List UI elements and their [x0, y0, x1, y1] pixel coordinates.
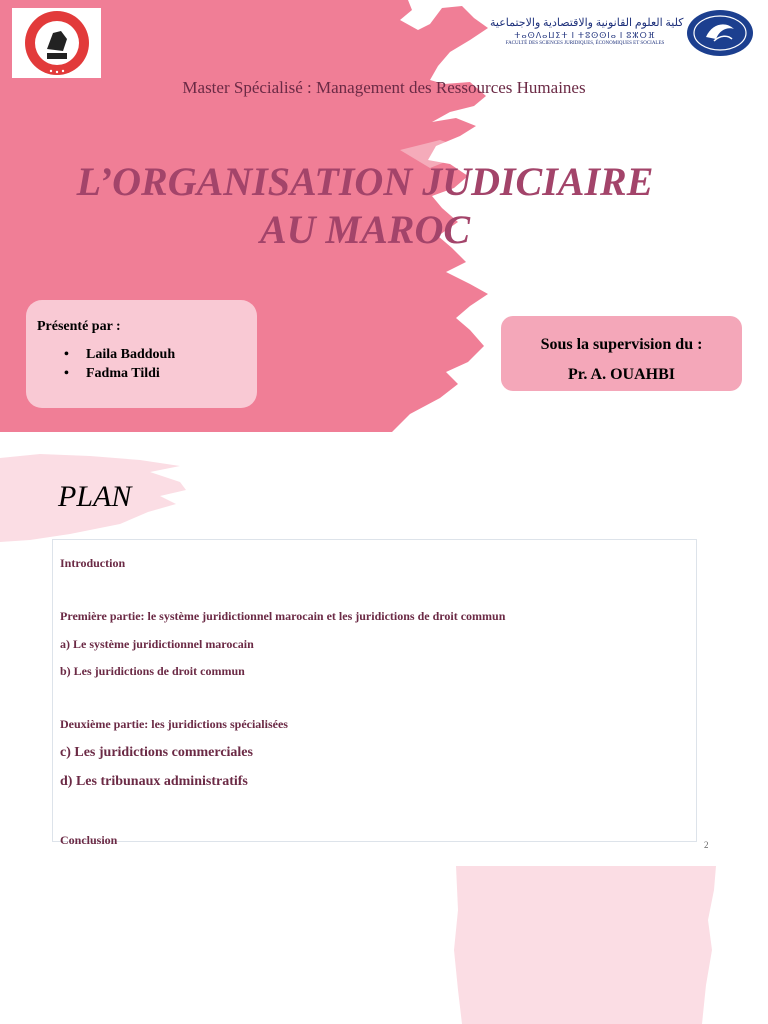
presentation-title-line2: AU MAROC [259, 207, 471, 252]
faculty-name-block [490, 16, 684, 48]
light-pink-brush-stroke-bottom [454, 866, 716, 1024]
master-mrh-logo [12, 8, 101, 78]
plan-heading: PLAN [58, 480, 132, 513]
supervisor-name: Pr. A. OUAHBI [568, 366, 675, 383]
page-number: 2 [704, 840, 709, 850]
supervisor-label: Sous la supervision du : [540, 336, 703, 353]
faculty-name-arabic: كلية العلوم القانونية والاقتصادية والاجتماعية [490, 17, 684, 29]
mrh-emblem-icon [17, 9, 97, 77]
presenters-label: Présenté par : [37, 319, 121, 334]
presenter-name: Fadma Tildi [86, 366, 160, 381]
presentation-title [40, 158, 690, 254]
master-program-title: Master Spécialisé : Management des Ressources Humaines [182, 78, 586, 97]
supervisor-box [501, 316, 742, 391]
presentation-title-line1: L’ORGANISATION JUDICIAIRE [76, 159, 654, 204]
university-logo [686, 9, 754, 57]
plan-item-c: c) Les juridictions commerciales [60, 745, 253, 760]
presenter-item: • Fadma Tildi [64, 366, 160, 381]
plan-item-b: b) Les juridictions de droit commun [60, 664, 245, 678]
presenters-list [36, 345, 175, 383]
plan-item-a: a) Le système juridictionnel marocain [60, 637, 254, 651]
plan-part-two: Deuxième partie: les juridictions spécialisées [60, 717, 288, 731]
presenter-item: • Laila Baddouh [64, 347, 176, 362]
plan-item-d: d) Les tribunaux administratifs [60, 774, 248, 789]
plan-introduction: Introduction [60, 556, 126, 570]
presenter-name: Laila Baddouh [86, 347, 176, 362]
presenters-box [26, 300, 257, 408]
plan-part-one: Première partie: le système juridictionnel marocain et les juridictions de droit commun [60, 609, 506, 623]
faculty-name-tifinagh: ⵜⴰⵙⴷⴰⵡⵉⵜ ⵏ ⵜⵓⵙⵙⵏⴰ ⵏ ⵓⵣⵔⴼ [514, 31, 656, 40]
plan-conclusion: Conclusion [60, 833, 118, 847]
university-emblem-icon [686, 9, 754, 57]
plan-table [52, 539, 697, 847]
faculty-name-french: FACULTÉ DES SCIENCES JURIDIQUES, ÉCONOMIQUES ET SOCIALES [505, 41, 665, 46]
